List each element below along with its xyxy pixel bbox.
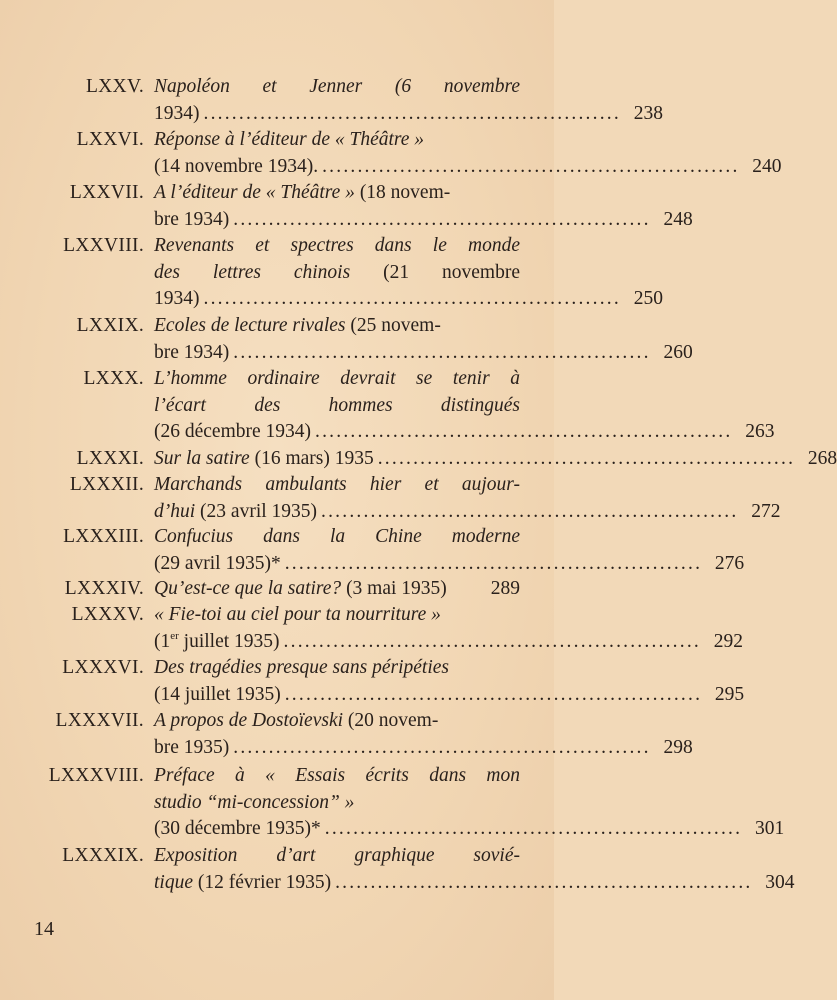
entry-last-line: (1er juillet 1935) ........................................................... 292 — [154, 629, 520, 656]
entry-page-number: 304 — [765, 871, 795, 893]
entry-last-line: 1934) ........................................................... 238 — [154, 101, 520, 128]
entry-last-line: (30 décembre 1935)* ........................................................... 301 — [154, 816, 520, 843]
entry-number: LXXVIII. — [63, 235, 144, 256]
entry-page-number: 301 — [754, 818, 785, 839]
entry-page-number: 240 — [752, 155, 782, 177]
entry-title-line: studio “mi-concession” » — [154, 791, 355, 813]
entry-number: LXXIX. — [76, 315, 144, 336]
entry-page-number: 248 — [663, 208, 693, 230]
entry-last-line: (14 novembre 1934). ........................................................... 240 — [154, 154, 520, 181]
entry-last-line: d’hui (23 avril 1935) ........................................................... 272 — [154, 499, 520, 526]
entry-number: LXXXIX. — [62, 845, 144, 866]
entry-number: LXXXV. — [71, 604, 144, 625]
entry-page-number: 276 — [714, 552, 745, 574]
entry-page-number: 263 — [745, 421, 775, 442]
entry-title-line: L’homme ordinaire devrait se tenir à — [154, 368, 520, 389]
entry-last-line: (14 juillet 1935) ........................................................... 295 — [154, 682, 520, 709]
entry-number: LXXXVII. — [55, 710, 144, 731]
entry-number: LXXXVIII. — [48, 765, 144, 786]
entry-number: LXXV. — [85, 76, 144, 97]
entry-title-line: Des tragédies presque sans péripéties — [154, 657, 449, 678]
entry-title-line: Revenants et spectres dans le monde — [154, 235, 520, 256]
entry-title-line: des lettres chinois (21 novembre — [154, 261, 520, 283]
entry-last-line: Sur la satire (16 mars) 1935 ........................................................... 268 — [154, 446, 520, 473]
entry-number: LXXXIV. — [64, 578, 144, 599]
entry-page-number: 260 — [663, 341, 693, 363]
entry-number: LXXXIII. — [63, 526, 144, 547]
entry-title-line: Ecoles de lecture rivales (25 novem- — [154, 315, 441, 336]
page-number: 14 — [34, 918, 54, 940]
entry-title-line: Confucius dans la Chine moderne — [154, 526, 520, 547]
entry-page-number: 292 — [713, 630, 743, 652]
entry-last-line: bre 1934) ........................................................... 260 — [154, 340, 520, 367]
entry-page-number: 268 — [807, 448, 837, 469]
entry-title-line: Napoléon et Jenner (6 novembre — [154, 76, 520, 97]
entry-last-line: bre 1935) ........................................................... 298 — [154, 735, 520, 762]
entry-title-line: Préface à « Essais écrits dans mon — [154, 765, 520, 786]
entry-title-line: A propos de Dostoïevski (20 novem- — [154, 710, 439, 731]
entry-title-line: Exposition d’art graphique sovié- — [154, 845, 520, 866]
entry-number: LXXXI. — [76, 448, 144, 469]
entry-number: LXXX. — [83, 368, 144, 389]
entry-page-number: 272 — [751, 500, 781, 522]
entry-last-line: tique (12 février 1935) ........................................................... 304 — [154, 870, 520, 897]
entry-last-line: (29 avril 1935)* ........................................................... 276 — [154, 551, 520, 578]
entry-page-number: 250 — [633, 288, 663, 309]
entry-title-line: « Fie-toi au ciel pour ta nourriture » — [154, 604, 441, 625]
entry-last-line: bre 1934) ........................................................... 248 — [154, 207, 520, 234]
entry-page-number: 289 — [490, 578, 520, 599]
entry-last-line: Qu’est-ce que la satire? (3 mai 1935) 289 — [154, 576, 520, 603]
entry-number: LXXVI. — [76, 129, 144, 150]
entry-page-number: 238 — [633, 102, 663, 124]
entry-page-number: 295 — [714, 683, 745, 705]
entry-title-line: Réponse à l’éditeur de « Théâtre » — [154, 129, 425, 150]
entry-last-line: 1934) ........................................................... 250 — [154, 286, 520, 313]
entry-number: LXXXVI. — [62, 657, 144, 678]
entry-title-line: A l’éditeur de « Théâtre » (18 novem- — [154, 182, 451, 203]
entry-page-number: 298 — [663, 736, 693, 758]
entry-number: LXXXII. — [69, 474, 144, 495]
entry-last-line: (26 décembre 1934) ........................................................... 263 — [154, 419, 520, 446]
entry-title-line: Marchands ambulants hier et aujour- — [154, 474, 520, 495]
entry-number: LXXVII. — [69, 182, 144, 203]
entry-title-line: l’écart des hommes distingués — [154, 394, 520, 416]
